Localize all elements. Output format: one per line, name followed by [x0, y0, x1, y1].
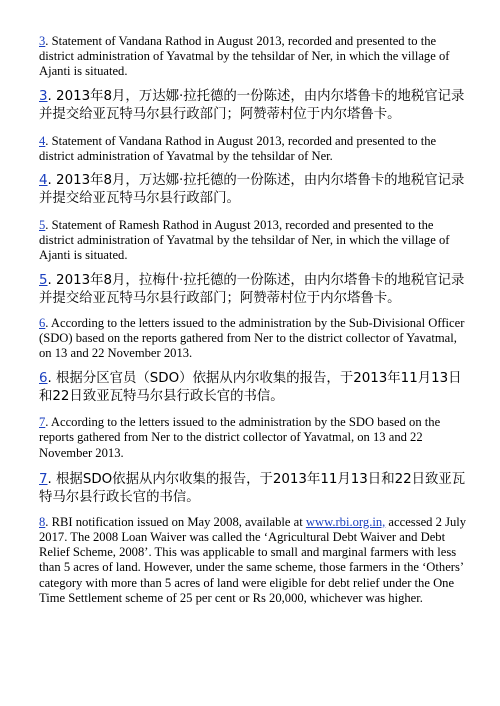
- footnote-3-zh-text: . 2013年8月，万达娜·拉托德的一份陈述，由内尔塔鲁卡的地税官记录并提交给亚瓦特马尔县行政部门；阿赞蒂村位于内尔塔鲁卡。: [39, 88, 465, 122]
- footnote-8-en: [39, 515, 467, 606]
- footnotes-page: [39, 34, 467, 606]
- footnote-6-zh-link[interactable]: 6: [39, 371, 48, 387]
- footnote-8-text-after: accessed 2 July 2017. The 2008 Loan Waiver was called the ‘Agricultural Debt Waiver and Debt Relief Scheme, 2008’. This was applicable to small and marginal farmers with less than 5 acres of land. However, under the same scheme, those farmers in the ‘Others’ category with more than 5 acres of land were eligible for debt relief under the One Time Settlement scheme of 25 per cent or Rs 20,000, whichever was higher.: [39, 514, 467, 605]
- footnote-4-en: [39, 134, 467, 164]
- footnote-5-zh: [39, 272, 467, 308]
- footnote-4-en-text: . Statement of Vandana Rathod in August 2013, recorded and presented to the district administration of Yavatmal by the tehsildar of Ner.: [39, 133, 437, 163]
- footnote-4-zh-link[interactable]: 4: [39, 173, 48, 189]
- footnote-5-en-text: . Statement of Ramesh Rathod in August 2013, recorded and presented to the district administration of Yavatmal by the tehsildar of Ner, in which the village of Ajanti is situated.: [39, 218, 450, 263]
- footnote-5-link[interactable]: 5: [39, 218, 46, 233]
- footnote-6-en: [39, 316, 467, 362]
- footnote-7-en: [39, 415, 467, 461]
- footnote-8-link[interactable]: 8: [39, 514, 46, 529]
- footnote-4-zh-text: . 2013年8月，万达娜·拉托德的一份陈述，由内尔塔鲁卡的地税官记录并提交给亚瓦特马尔县行政部门。: [39, 173, 465, 207]
- footnote-6-zh: [39, 370, 467, 406]
- footnote-5-zh-text: . 2013年8月，拉梅什·拉托德的一份陈述，由内尔塔鲁卡的地税官记录并提交给亚瓦特马尔县行政部门；阿赞蒂村位于内尔塔鲁卡。: [39, 272, 465, 306]
- footnote-6-en-text: . According to the letters issued to the administration by the Sub-Divisional Officer (SDO) based on the reports gathered from Ner to the district collector of Yavatmal, on 13 and 22 November 2013.: [39, 315, 465, 361]
- footnote-3-zh-link[interactable]: 3: [39, 88, 48, 104]
- footnote-7-link[interactable]: 7: [39, 415, 46, 430]
- footnote-8-text-before: . RBI notification issued on May 2008, available at: [45, 514, 306, 529]
- footnote-6-link[interactable]: 6: [39, 315, 46, 330]
- footnote-3-en: [39, 34, 467, 80]
- footnote-3-en-text: . Statement of Vandana Rathod in August 2013, recorded and presented to the district administration of Yavatmal by the tehsildar of Ner, in which the village of Ajanti is situated.: [39, 34, 450, 79]
- footnote-5-en: [39, 218, 467, 264]
- footnote-6-zh-text: . 根据分区官员（SDO）依据从内尔收集的报告，于2013年11月13日和22日致亚瓦特马尔县行政长官的书信。: [39, 371, 462, 405]
- rbi-website-link[interactable]: www.rbi.org.in,: [305, 514, 386, 529]
- footnote-3-link[interactable]: 3: [39, 34, 46, 48]
- footnote-3-zh: [39, 88, 467, 124]
- footnote-4-link[interactable]: 4: [39, 133, 46, 148]
- footnote-5-zh-link[interactable]: 5: [39, 272, 48, 288]
- footnote-7-zh: [39, 471, 467, 507]
- footnote-7-zh-link[interactable]: 7: [39, 471, 48, 487]
- footnote-7-en-text: . According to the letters issued to the administration by the SDO based on the reports gathered from Ner to the district collector of Yavatmal, on 13 and 22 November 2013.: [39, 415, 441, 460]
- footnote-4-zh: [39, 172, 467, 208]
- footnote-7-zh-text: . 根据SDO依据从内尔收集的报告，于2013年11月13日和22日致亚瓦特马尔县行政长官的书信。: [39, 471, 466, 505]
